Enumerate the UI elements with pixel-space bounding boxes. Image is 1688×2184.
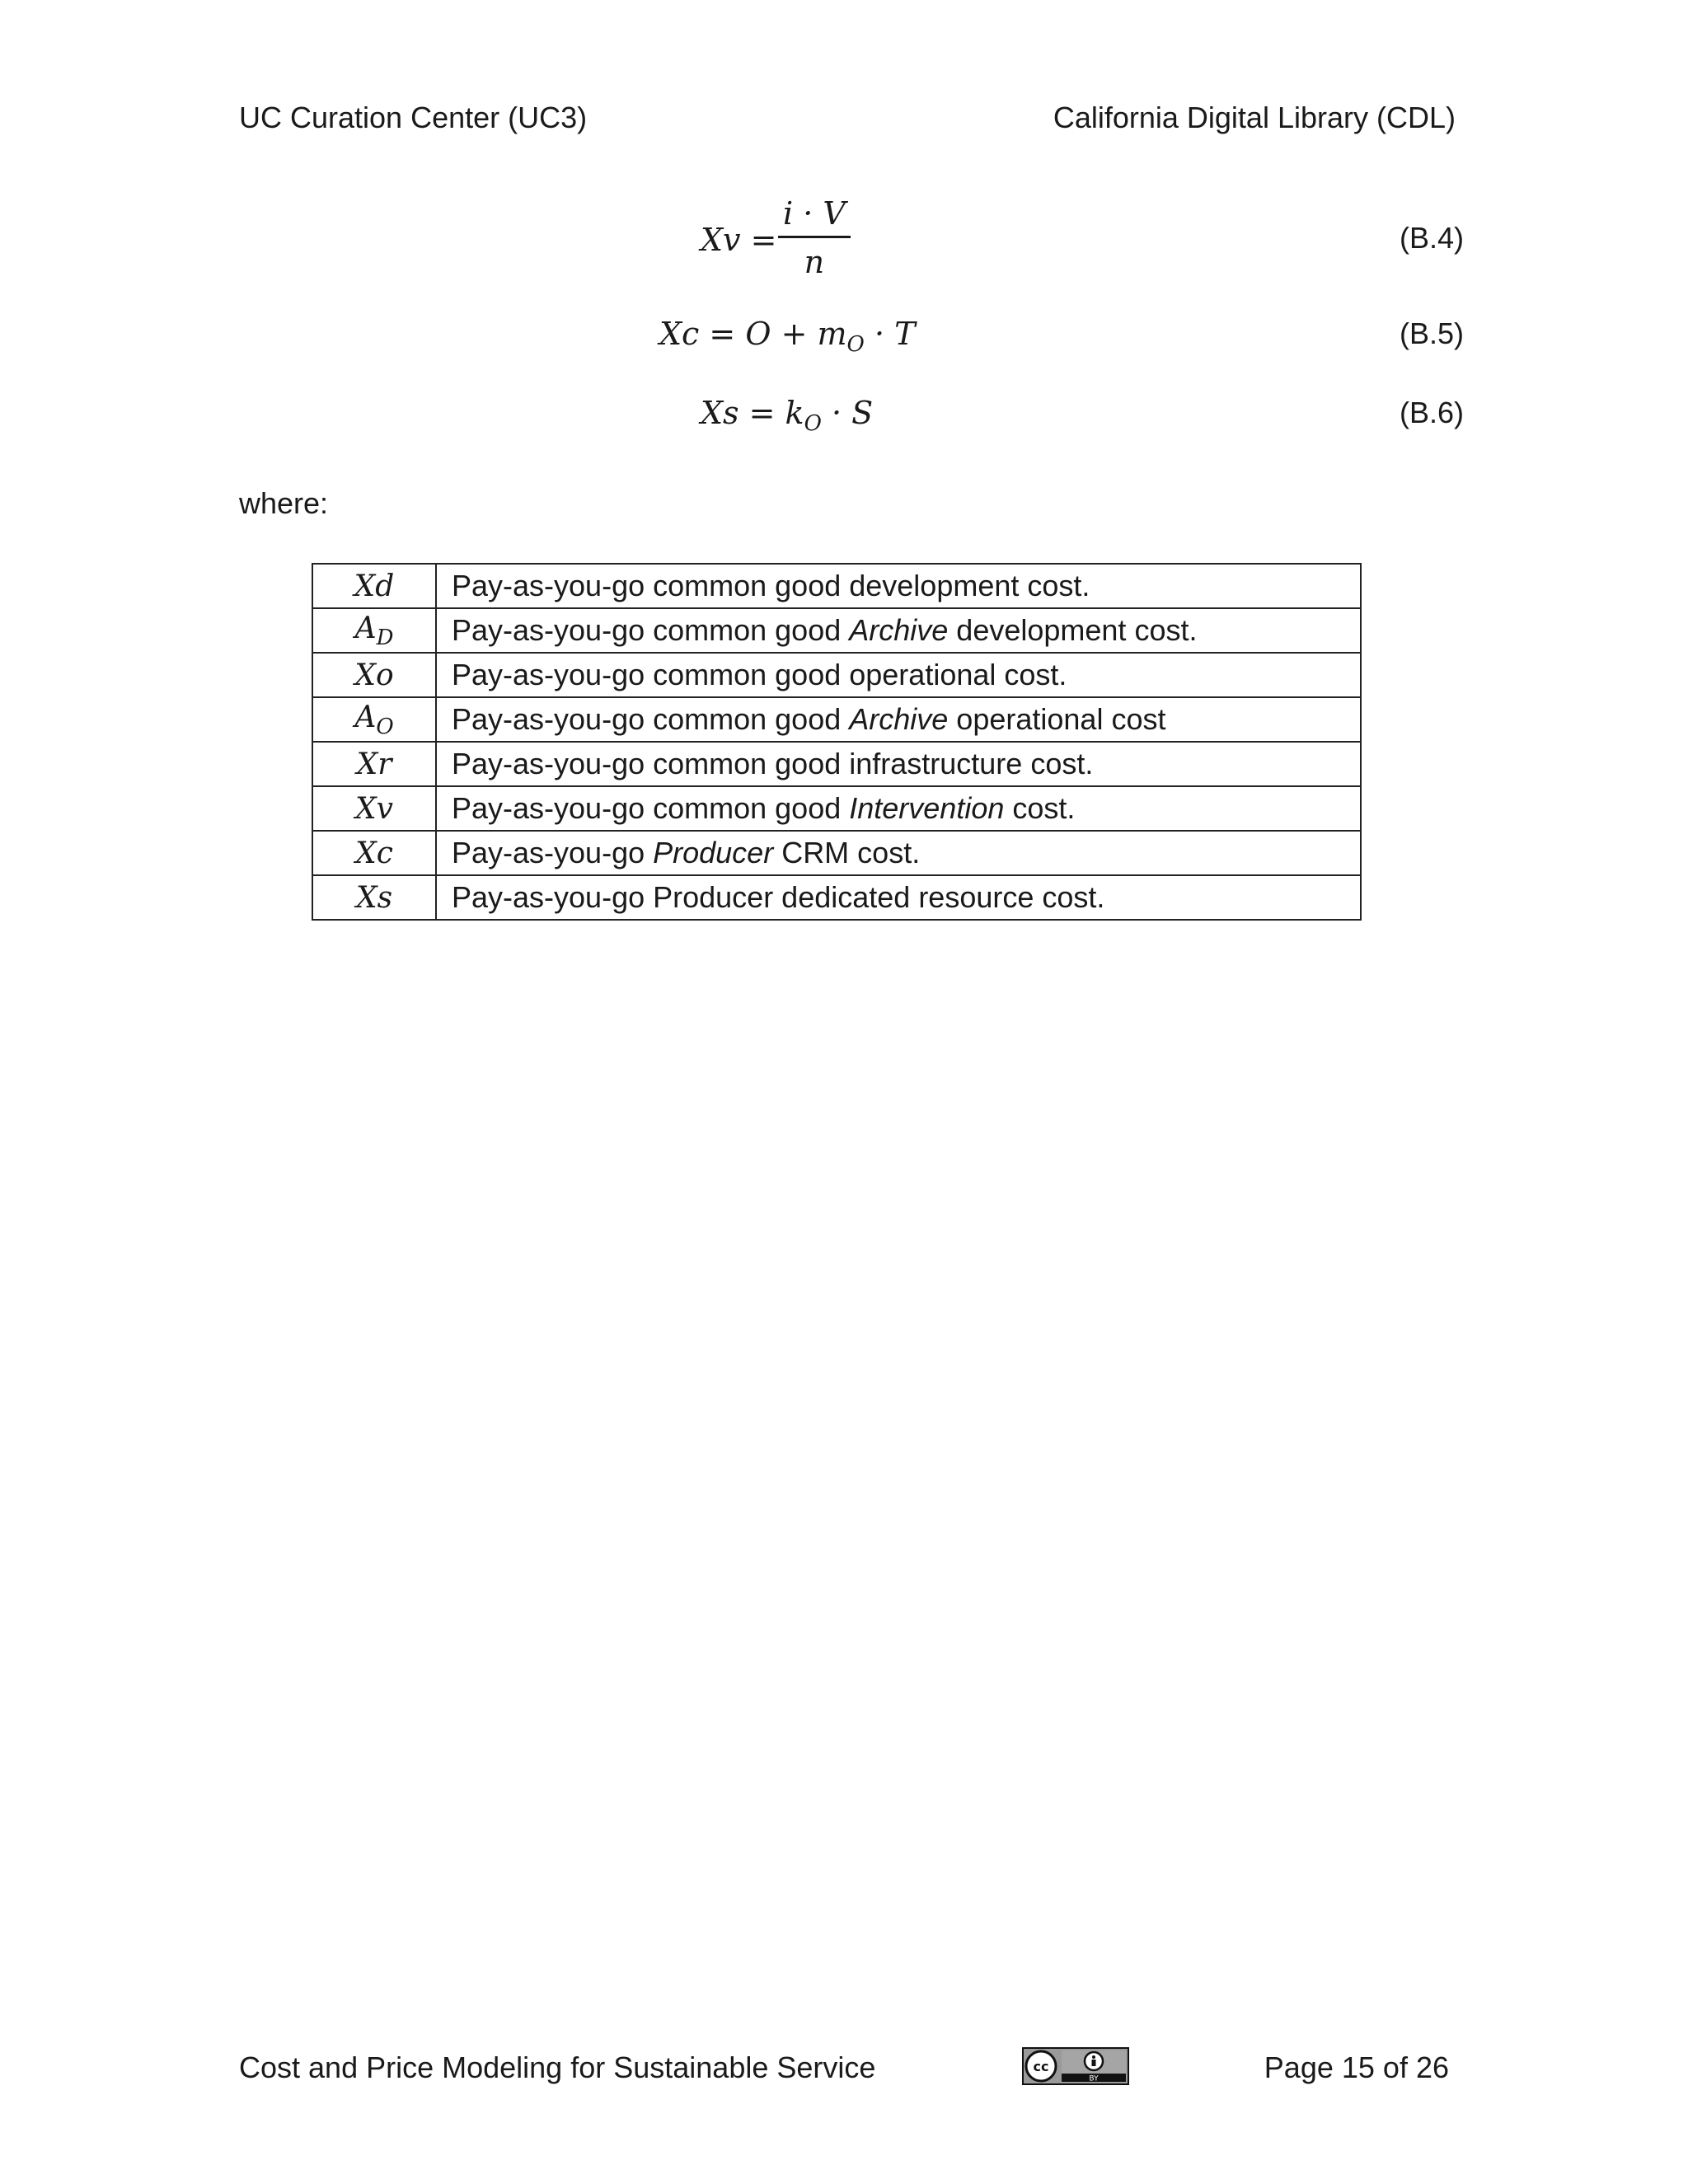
symbol-cell: $A_O$ <box>312 697 436 742</box>
symbol-cell: Xo <box>312 653 436 697</box>
equation-b4-lhs: Xv = <box>701 222 777 258</box>
description-cell: Pay-as-you-go common good operational cost. <box>436 653 1361 697</box>
description-cell: Pay-as-you-go common good Archive operational cost <box>436 697 1361 742</box>
description-cell: Pay-as-you-go common good infrastructure cost. <box>436 742 1361 786</box>
equation-b4-number: (B.4) <box>1399 221 1464 255</box>
cc-badge-text: cc <box>1033 2059 1049 2074</box>
description-cell: Pay-as-you-go common good Archive development cost. <box>436 608 1361 653</box>
description-cell: Pay-as-you-go Producer dedicated resource cost. <box>436 875 1361 920</box>
page-number: Page 15 of 26 <box>1264 2050 1449 2084</box>
table-row <box>312 831 1361 875</box>
table-row <box>312 742 1361 786</box>
table-row <box>312 564 1361 608</box>
by-badge-text: BY <box>1089 2074 1099 2083</box>
header-left: UC Curation Center (UC3) <box>239 101 588 134</box>
description-cell: Pay-as-you-go common good development cost. <box>436 564 1361 608</box>
description-cell: Pay-as-you-go common good Intervention cost. <box>436 786 1361 831</box>
fraction-bar <box>778 236 851 238</box>
equation-b6-formula: $Xs = k_O \cdot S$ <box>701 395 874 436</box>
definitions-table <box>312 563 1362 921</box>
footer-title: Cost and Price Modeling for Sustainable Service <box>239 2050 876 2084</box>
equation-b6-number: (B.6) <box>1399 396 1464 429</box>
header-right: California Digital Library (CDL) <box>1053 101 1456 134</box>
table-row <box>312 653 1361 697</box>
description-cell: Pay-as-you-go Producer CRM cost. <box>436 831 1361 875</box>
where-label: where: <box>239 486 329 520</box>
symbol-cell: $A_D$ <box>312 608 436 653</box>
equation-b5 <box>0 312 1688 402</box>
equation-b4-numerator: i · V <box>783 195 846 232</box>
symbol-cell: Xs <box>312 875 436 920</box>
symbol-cell: Xr <box>312 742 436 786</box>
cc-by-icon[interactable] <box>1022 2047 1129 2085</box>
equation-b6 <box>0 391 1688 481</box>
symbol-cell: Xc <box>312 831 436 875</box>
equation-b5-formula: $Xc = O + m_O \cdot T$ <box>659 316 916 357</box>
table-row <box>312 786 1361 831</box>
equation-b4-fraction <box>778 194 851 281</box>
equation-b5-number: (B.5) <box>1399 316 1464 350</box>
symbol-cell: Xv <box>312 786 436 831</box>
table-row <box>312 875 1361 920</box>
symbol-cell: Xd <box>312 564 436 608</box>
table-row <box>312 608 1361 653</box>
equation-b4 <box>0 191 1688 282</box>
equation-b4-denominator: n <box>804 244 825 280</box>
table-row <box>312 697 1361 742</box>
